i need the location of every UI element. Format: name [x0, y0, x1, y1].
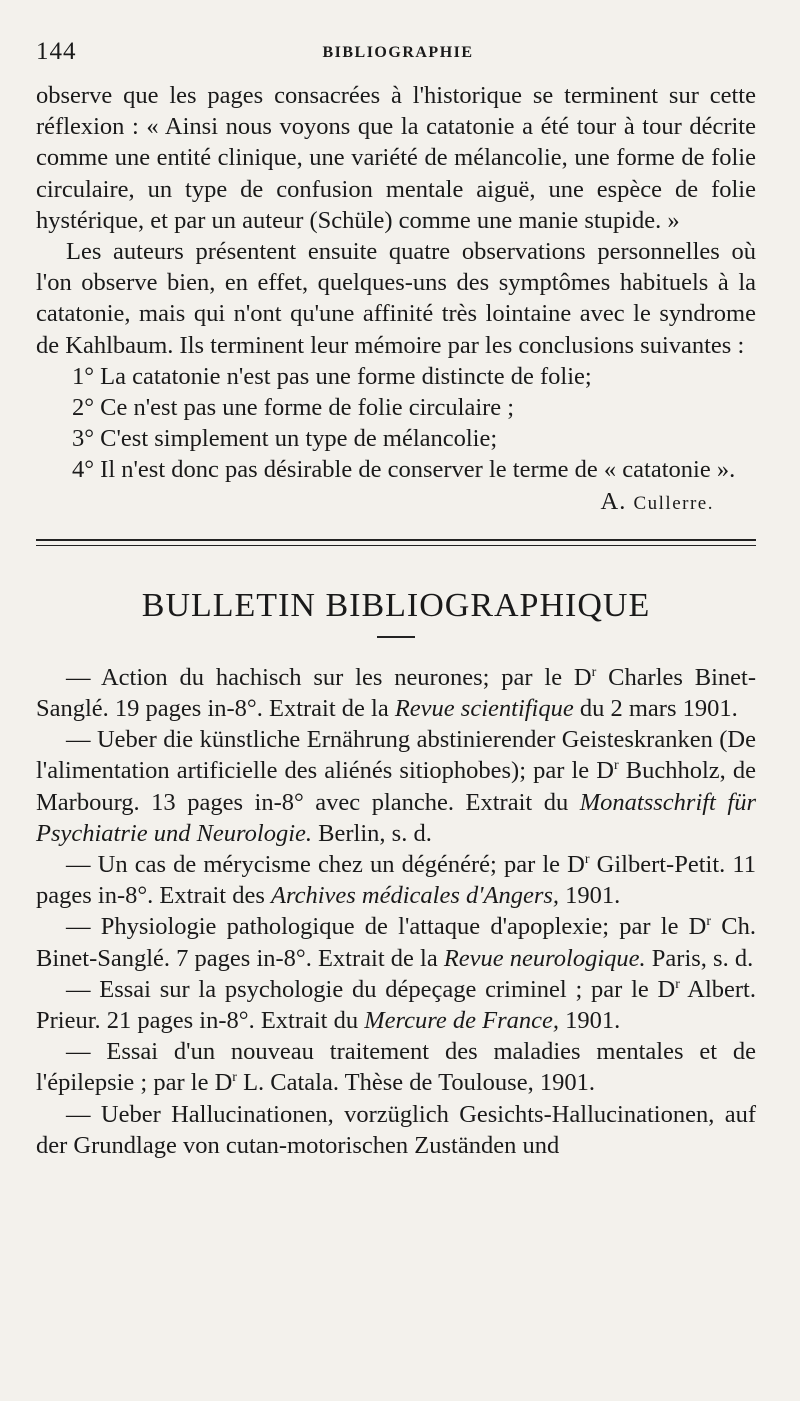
bulletin-entry: — Physiologie pathologique de l'attaque d'apoplexie; par le $D^r$ Ch. Binet-Sanglé. 7 pages in-8°. Extrait de la Revue neurologique. Paris, s. d. — [36, 913, 757, 972]
conclusion-item: 3° C'est simplement un type de mélancolie; — [72, 425, 498, 453]
review-paragraph: Les auteurs présentent ensuite quatre observations personnelles où l'on observe bien, en effet, quelques-uns des symptômes habituels à la catatonie, mais qui n'ont qu'une affinité très lointaine avec le syndrome de Kahlbaum. Ils terminent leur mémoire par les conclusions suivantes : — [36, 238, 756, 359]
page-number: 144 — [36, 38, 77, 65]
bulletin-entry: — Action du hachisch sur les neurones; par le $D^r$ Charles Binet-Sanglé. 19 pages in-8°. Extrait de la Revue scientifique du 2 mars 1901. — [36, 663, 757, 723]
separator-rule — [36, 545, 756, 546]
review-paragraph: observe que les pages consacrées à l'historique se terminent sur cette réflexion : « Ainsi nous voyons que la catatonie a été tour à tour décrite comme une entité clinique, une variété de mélancolie, une forme de folie circulaire, un type de confusion mentale aiguë, une espèce de folie hystérique, et par un auteur (Schüle) comme une manie stupide. » — [36, 82, 756, 234]
section-separator — [36, 539, 756, 546]
signature-initial: A. — [600, 487, 634, 515]
bulletin-entry: — Essai sur la psychologie du dépeçage criminel ; par le $D^r$ Albert. Prieur. 21 pages in-8°. Extrait du Mercure de France, 1901. — [36, 975, 756, 1035]
page-header — [36, 38, 760, 68]
conclusion-item: 2° Ce n'est pas une forme de folie circulaire ; — [72, 394, 515, 422]
running-title: BIBLIOGRAPHIE — [322, 44, 474, 61]
section-title: BULLETIN BIBLIOGRAPHIQUE — [141, 586, 651, 624]
bulletin-entry: — Un cas de mérycisme chez un dégénéré; par le $D^r$ Gilbert-Petit. 11 pages in-8°. Extrait des Archives médicales d'Angers, 1901. — [36, 851, 756, 910]
bulletin-entry: — Ueber Hallucinationen, vorzüglich Gesichts-Hallucinationen, auf der Grundlage von cutan-motorischen Zuständen und — [36, 1100, 756, 1159]
page-body — [36, 80, 756, 1161]
conclusion-item: 1° La catatonie n'est pas une forme distincte de folie; — [72, 362, 592, 390]
signature-name: Cullerre. — [633, 492, 714, 514]
bulletin-entry: — Essai d'un nouveau traitement des maladies mentales et de l'épilepsie ; par le $D^r$ L. Catala. Thèse de Toulouse, 1901. — [36, 1038, 756, 1097]
author-signature — [36, 486, 756, 519]
title-dash — [377, 636, 415, 638]
separator-rule — [36, 539, 756, 541]
bulletin-entry: — Ueber die künstliche Ernährung abstinierender Geisteskranken (De l'alimentation artificielle des aliénés sitiophobes); par le $D^r$ Buchholz, de Marbourg. 13 pages in-8° avec planche. Extrait du Monatsschrift für Psychiatrie und Neurologie. Berlin, s. d. — [36, 726, 756, 847]
conclusion-item: 4° Il n'est donc pas désirable de conserver le terme de « catatonie ». — [72, 456, 736, 484]
